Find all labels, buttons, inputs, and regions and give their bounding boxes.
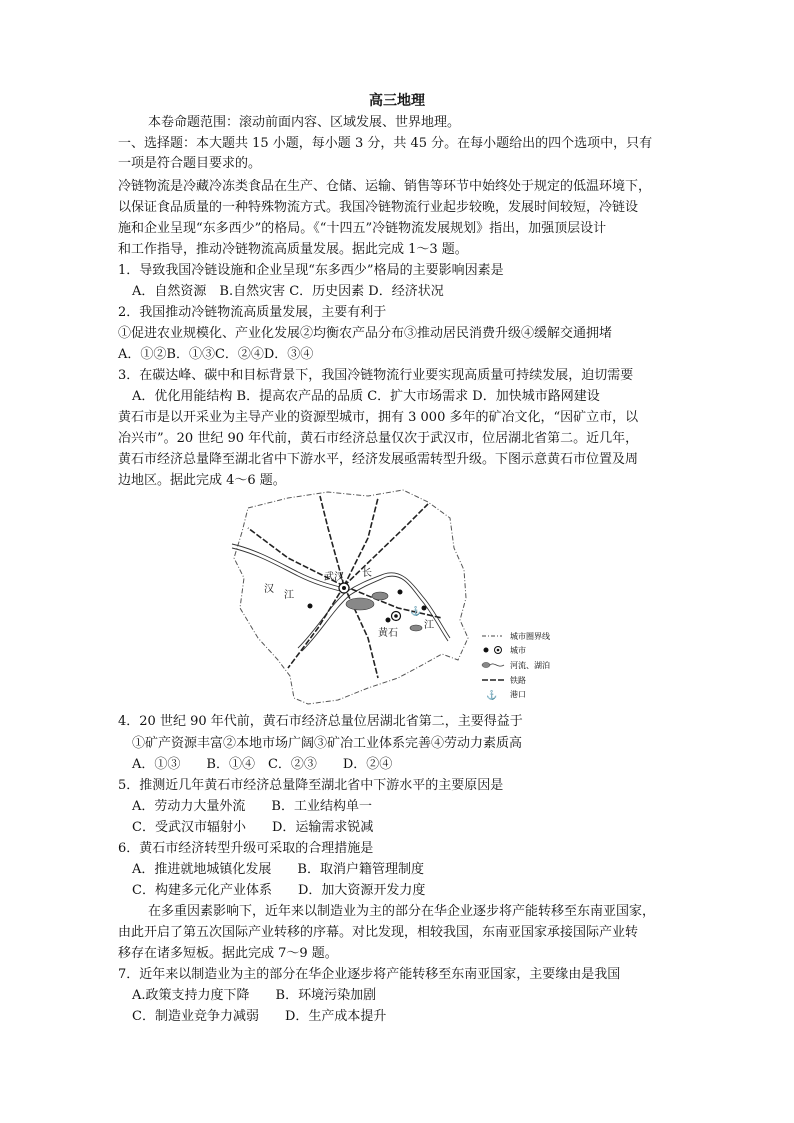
question-3-options: A．优化用能结构 B．提高农产品的品质 C．扩大市场需求 D．加快城市路网建设 [132, 389, 600, 404]
passage2-line1: 黄石市是以开采业为主导产业的资源型城市，拥有 3 000 多年的矿冶文化，“因矿立市，以 [118, 410, 639, 425]
exam-scope: 本卷命题范围：滚动前面内容、区域发展、世界地理。 [148, 115, 461, 130]
port-icon: ⚓ [410, 607, 422, 617]
question-2-items: ①促进农业规模化、产业化发展②均衡农产品分布③推动居民消费升级④缓解交通拥堵 [118, 326, 613, 341]
city-symbol [386, 618, 391, 623]
passage3-line1: 在多重因素影响下，近年来以制造业为主的部分在华企业逐步将产能转移至东南亚国家， [148, 904, 656, 919]
city-wuhan-symbol [339, 583, 349, 593]
map-label-jiang: 江 [424, 620, 434, 631]
huangshi-location-map [228, 488, 576, 710]
question-3-stem: 3．在碳达峰、碳中和目标背景下，我国冷链物流行业要实现高质量可持续发展，迫切需要 [118, 368, 634, 383]
legend-river-lake: 河流、湖泊 [510, 661, 550, 670]
question-5-options-cd: C．受武汉市辐射小 D．运输需求锐减 [132, 820, 374, 835]
question-4-stem: 4．20 世纪 90 年代前，黄石市经济总量位居湖北省第二，主要得益于 [118, 714, 523, 729]
han-river [232, 544, 344, 592]
passage1-line2: 以保证食品质量的一种特殊物流方式。我国冷链物流行业起步较晚，发展时间较短，冷链设 [118, 200, 639, 215]
city-symbol [308, 604, 313, 609]
section-instruction-line1: 一、选择题：本大题共 15 小题，每小题 3 分，共 45 分。在每小题给出的四个选项中，只有 [118, 136, 653, 151]
question-7-options-ab: A.政策支持力度下降 B．环境污染加剧 [132, 988, 377, 1003]
legend-port-icon: ⚓ [486, 691, 498, 701]
passage3-line3: 移存在诸多短板。据此完成 7～9 题。 [118, 946, 338, 961]
legend-boundary: 城市圈界线 [510, 632, 550, 641]
question-4-items: ①矿产资源丰富②本地市场广阔③矿冶工业体系完善④劳动力素质高 [132, 736, 523, 751]
passage1-line4: 和工作指导，推动冷链物流高质量发展。据此完成 1～3 题。 [118, 242, 468, 257]
question-5-stem: 5．推测近几年黄石市经济总量降至湖北省中下游水平的主要原因是 [118, 778, 504, 793]
page-title: 高三地理 [369, 93, 425, 109]
question-2-stem: 2．我国推动冷链物流高质量发展，主要有利于 [118, 305, 387, 320]
map-label-huangshi: 黄石 [378, 628, 398, 639]
lake [346, 598, 374, 610]
question-6-options-ab: A．推进就地城镇化发展 B．取消户籍管理制度 [132, 862, 424, 877]
city-symbol [422, 606, 427, 611]
passage1-line3: 施和企业呈现“东多西少”的格局。《“十四五”冷链物流发展规划》指出，加强顶层设计 [118, 221, 607, 236]
question-1-stem: 1．导致我国冷链设施和企业呈现“东多西少”格局的主要影响因素是 [118, 263, 504, 278]
passage1-line1: 冷链物流是冷藏冷冻类食品在生产、仓储、运输、销售等环节中始终处于规定的低温环境下， [118, 179, 652, 194]
legend-railway: 铁路 [510, 676, 526, 685]
passage2-line3: 黄石市经济总量降至湖北省中下游水平，经济发展亟需转型升级。下图示意黄石市位置及周 [118, 452, 639, 467]
yangtze-river [298, 573, 450, 651]
city-huangshi-symbol [392, 612, 401, 621]
map-label-han-1: 汉 [264, 584, 274, 595]
question-2-options: A．①②B．①③C．②④D．③④ [118, 347, 314, 362]
legend-city: 城市 [510, 646, 526, 655]
question-7-stem: 7．近年来以制造业为主的部分在华企业逐步将产能转移至东南亚国家，主要缘由是我国 [118, 967, 621, 982]
question-6-stem: 6．黄石市经济转型升级可采取的合理措施是 [118, 841, 374, 856]
passage2-line4: 边地区。据此完成 4～6 题。 [118, 473, 286, 488]
map-label-wuhan: 武汉 [324, 572, 344, 583]
question-6-options-cd: C．构建多元化产业体系 D．加大资源开发力度 [132, 883, 426, 898]
legend-port: 港口 [510, 690, 526, 699]
lake [410, 625, 422, 631]
city-circle-boundary [234, 490, 468, 704]
question-7-options-cd: C．制造业竞争力减弱 D．生产成本提升 [132, 1009, 387, 1024]
lake [372, 592, 388, 600]
map-legend [482, 631, 550, 701]
section-instruction-line2: 一项是符合题目要求的。 [118, 156, 262, 171]
passage3-line2: 由此开启了第五次国际产业转移的序幕。对比发现，相较我国，东南亚国家承接国际产业转 [118, 925, 639, 940]
city-symbol [398, 590, 403, 595]
map-label-chang: 长 [362, 568, 372, 579]
map-label-han-2: 江 [284, 590, 294, 601]
question-4-options: A．①③ B．①④ C．②③ D．②④ [132, 757, 393, 772]
question-1-options: A．自然资源 B.自然灾害 C．历史因素 D．经济状况 [132, 284, 444, 299]
question-5-options-ab: A．劳动力大量外流 B．工业结构单一 [132, 799, 372, 814]
passage2-line2: 冶兴市”。20 世纪 90 年代前，黄石市经济总量仅次于武汉市，位居湖北省第二。近几年， [118, 431, 639, 446]
